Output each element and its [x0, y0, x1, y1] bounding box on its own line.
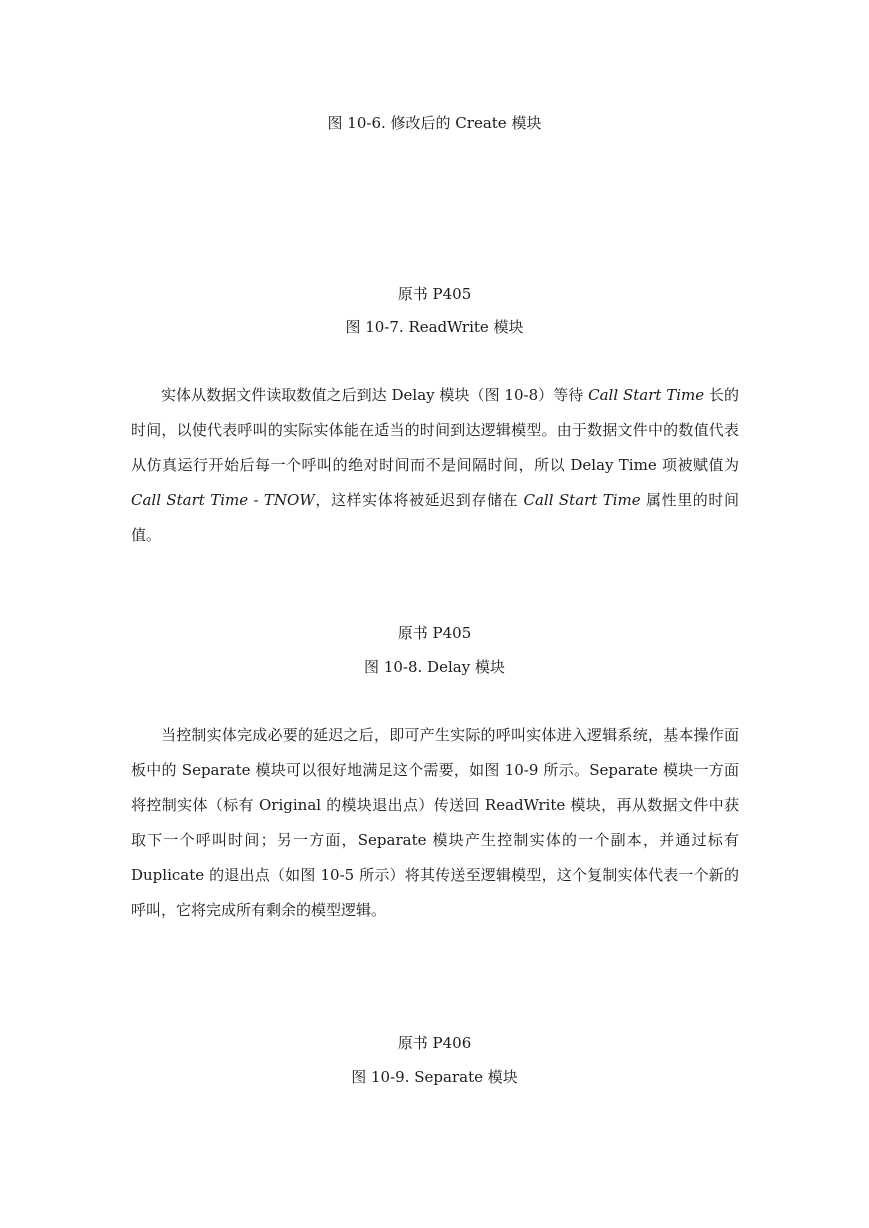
para1-text-2: 长的时间，以使代表呼叫的实际实体能在适当的时间到达逻辑模型。由于数据文件中的数值代表从仿真运行开始后每一个呼叫的绝对时间而不是间隔时间，所以 Delay Time 项被赋值为 — [131, 386, 739, 474]
para1-text-4: 属性里的时间值。 — [131, 491, 739, 544]
figure-source-10-8: 原书 P405 — [397, 624, 472, 642]
figure-caption-10-7: 图 10-7. ReadWrite 模块 — [345, 318, 524, 336]
paragraph-delay — [131, 378, 739, 553]
para1-italic-2: Call Start Time - TNOW — [131, 491, 315, 509]
figure-caption-10-8: 图 10-8. Delay 模块 — [364, 658, 505, 676]
paragraph-separate-text: 当控制实体完成必要的延迟之后，即可产生实际的呼叫实体进入逻辑系统，基本操作面板中的 Separate 模块可以很好地满足这个需要，如图 10-9 所示。Separate 模块一方面将控制实体（标有 Original 的模块退出点）传送回 ReadWrite 模块，再从数据文件中获取下一个呼叫时间；另一方面，Separate 模块产生控制实体的一个副本，并通过标有 Duplicate 的退出点（如图 10-5 所示）将其传送至逻辑模型，这个复制实体代表一个新的呼叫，它将完成所有剩余的模型逻辑。 — [131, 726, 739, 919]
para1-italic-3: Call Start Time — [523, 491, 641, 509]
figure-source-10-7: 原书 P405 — [397, 285, 472, 303]
para1-text-1: 实体从数据文件读取数值之后到达 Delay 模块（图 10-8）等待 — [161, 386, 589, 404]
paragraph-delay-text — [131, 378, 739, 553]
figure-caption-10-6: 图 10-6. 修改后的 Create 模块 — [327, 114, 542, 132]
figure-caption-10-9: 图 10-9. Separate 模块 — [351, 1068, 518, 1086]
paragraph-separate — [131, 718, 739, 928]
figure-source-10-9: 原书 P406 — [397, 1034, 472, 1052]
para1-text-3: ，这样实体将被延迟到存储在 — [314, 491, 524, 509]
para1-italic-1: Call Start Time — [588, 386, 705, 404]
